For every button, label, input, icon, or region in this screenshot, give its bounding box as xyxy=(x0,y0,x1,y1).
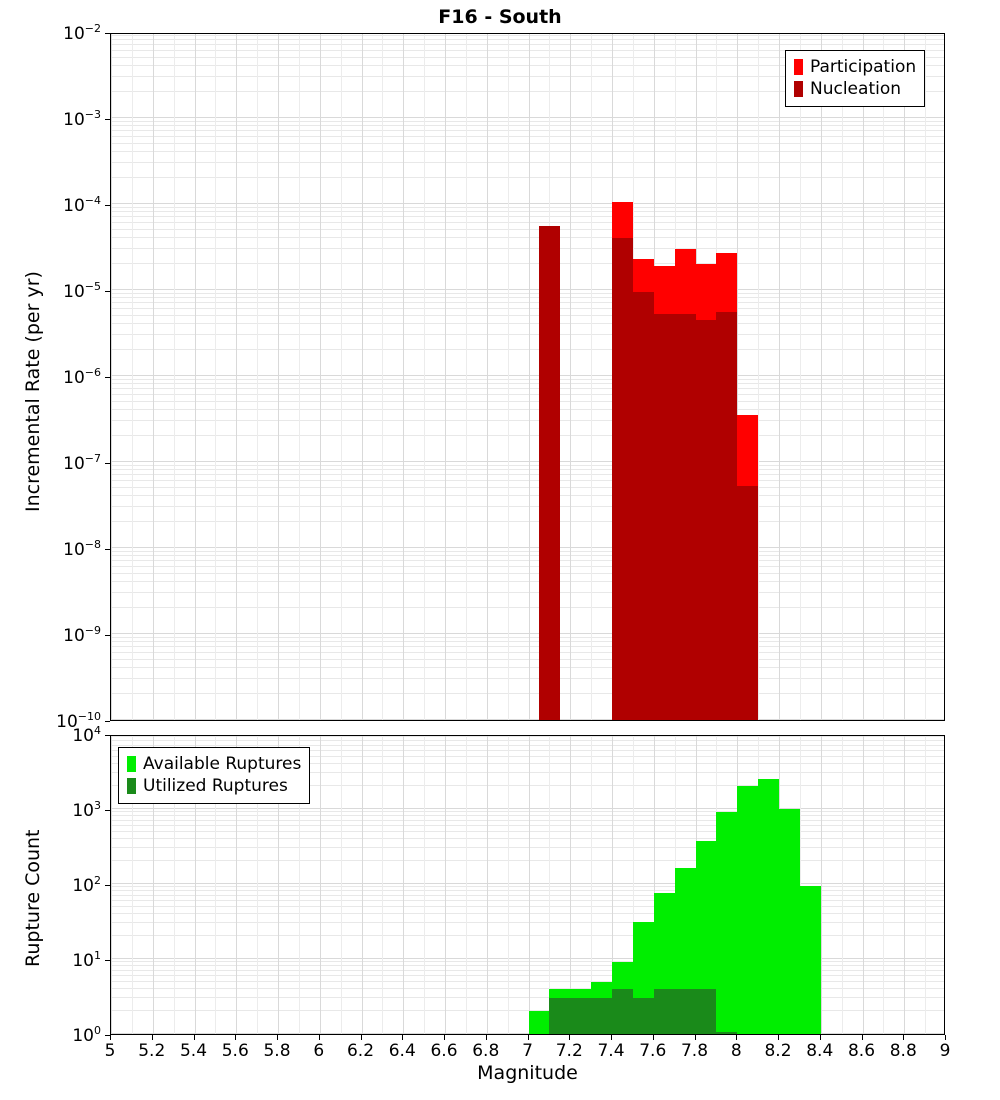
x-axis-label: Magnitude xyxy=(477,1062,578,1084)
bar-utilized-ruptures xyxy=(570,998,591,1034)
y-tick-label: $10^{-8}$ xyxy=(63,538,101,560)
y-tick-label: $10^{-5}$ xyxy=(63,280,101,302)
legend-bottom xyxy=(118,747,310,804)
legend-swatch-utilized-ruptures xyxy=(127,778,136,794)
x-tick-label: 8.4 xyxy=(806,1041,834,1061)
x-tick-label: 7 xyxy=(522,1041,533,1061)
legend-swatch-available-ruptures xyxy=(127,756,136,772)
y-tick-label: $10^{-6}$ xyxy=(63,366,101,388)
y-tick-label: $10^{-3}$ xyxy=(63,108,101,130)
bar-nucleation xyxy=(633,292,654,720)
y-tick-label: $10^{-9}$ xyxy=(63,624,101,646)
legend-label: Participation xyxy=(810,57,917,77)
y-tick-label: $10^{-10}$ xyxy=(56,710,101,732)
x-tick-label: 7.8 xyxy=(680,1041,709,1061)
x-tick-label: 5.2 xyxy=(138,1041,166,1061)
x-tick-label: 6.2 xyxy=(346,1041,375,1061)
y-tick-label: $10^3$ xyxy=(72,799,101,821)
bar-nucleation xyxy=(716,312,737,720)
incremental-rate-plot xyxy=(110,33,945,721)
bar-available-ruptures xyxy=(529,1011,550,1034)
bar-nucleation xyxy=(539,226,560,720)
bar-utilized-ruptures xyxy=(549,998,570,1034)
y-tick-label: $10^4$ xyxy=(72,724,101,746)
bar-utilized-ruptures xyxy=(654,989,675,1034)
y-tick-label: $10^2$ xyxy=(72,874,101,896)
bar-nucleation xyxy=(737,486,758,720)
y-tick-label: $10^{-7}$ xyxy=(63,452,101,474)
x-tick-label: 7.4 xyxy=(597,1041,625,1061)
x-tick-label: 8.6 xyxy=(847,1041,876,1061)
x-tick-label: 5.8 xyxy=(263,1041,291,1061)
legend-item xyxy=(794,78,916,100)
bar-available-ruptures xyxy=(758,779,779,1034)
x-tick-label: 5.4 xyxy=(179,1041,208,1061)
y-axis-label-top: Incremental Rate (per yr) xyxy=(22,271,44,512)
bar-available-ruptures xyxy=(800,886,821,1034)
legend-swatch-participation xyxy=(794,59,803,75)
bar-utilized-ruptures xyxy=(612,989,633,1034)
x-tick-label: 6 xyxy=(313,1041,325,1061)
x-tick-label: 5 xyxy=(104,1041,116,1061)
bar-available-ruptures xyxy=(779,809,800,1034)
bar-available-ruptures xyxy=(716,812,737,1034)
legend-item xyxy=(127,775,301,797)
x-tick-label: 7.2 xyxy=(555,1041,583,1061)
bar-nucleation xyxy=(654,314,675,720)
y-tick-label: $10^{-4}$ xyxy=(63,194,101,216)
bar-available-ruptures xyxy=(737,786,758,1034)
x-tick-label: 9 xyxy=(939,1041,951,1061)
bar-utilized-ruptures xyxy=(633,998,654,1034)
legend-item xyxy=(127,753,301,775)
bar-utilized-ruptures xyxy=(716,1032,737,1034)
x-tick-label: 6.8 xyxy=(472,1041,500,1061)
bars-top xyxy=(111,34,944,720)
legend-swatch-nucleation xyxy=(794,81,803,97)
bar-utilized-ruptures xyxy=(675,989,696,1034)
x-tick-label: 8 xyxy=(730,1041,742,1061)
bar-nucleation xyxy=(612,238,633,720)
page-title: F16 - South xyxy=(438,6,562,28)
x-tick-label: 5.6 xyxy=(221,1041,249,1061)
y-tick-label: $10^0$ xyxy=(72,1024,101,1046)
x-tick-label: 8.2 xyxy=(764,1041,792,1061)
legend-item xyxy=(794,56,916,78)
bar-nucleation xyxy=(675,314,696,720)
legend-label: Utilized Ruptures xyxy=(143,776,288,796)
x-tick-label: 8.8 xyxy=(889,1041,917,1061)
bar-nucleation xyxy=(696,320,717,720)
bar-utilized-ruptures xyxy=(696,989,717,1034)
x-tick-label: 6.4 xyxy=(388,1041,416,1061)
y-tick-label: $10^{-2}$ xyxy=(63,22,101,44)
legend-label: Nucleation xyxy=(810,79,902,99)
y-axis-label-bottom: Rupture Count xyxy=(22,829,44,967)
legend-label: Available Ruptures xyxy=(143,754,302,774)
x-tick-label: 7.6 xyxy=(639,1041,667,1061)
legend-top xyxy=(785,50,925,107)
x-tick-label: 6.6 xyxy=(430,1041,458,1061)
bar-utilized-ruptures xyxy=(591,998,612,1034)
y-tick-label: $10^1$ xyxy=(72,949,101,971)
